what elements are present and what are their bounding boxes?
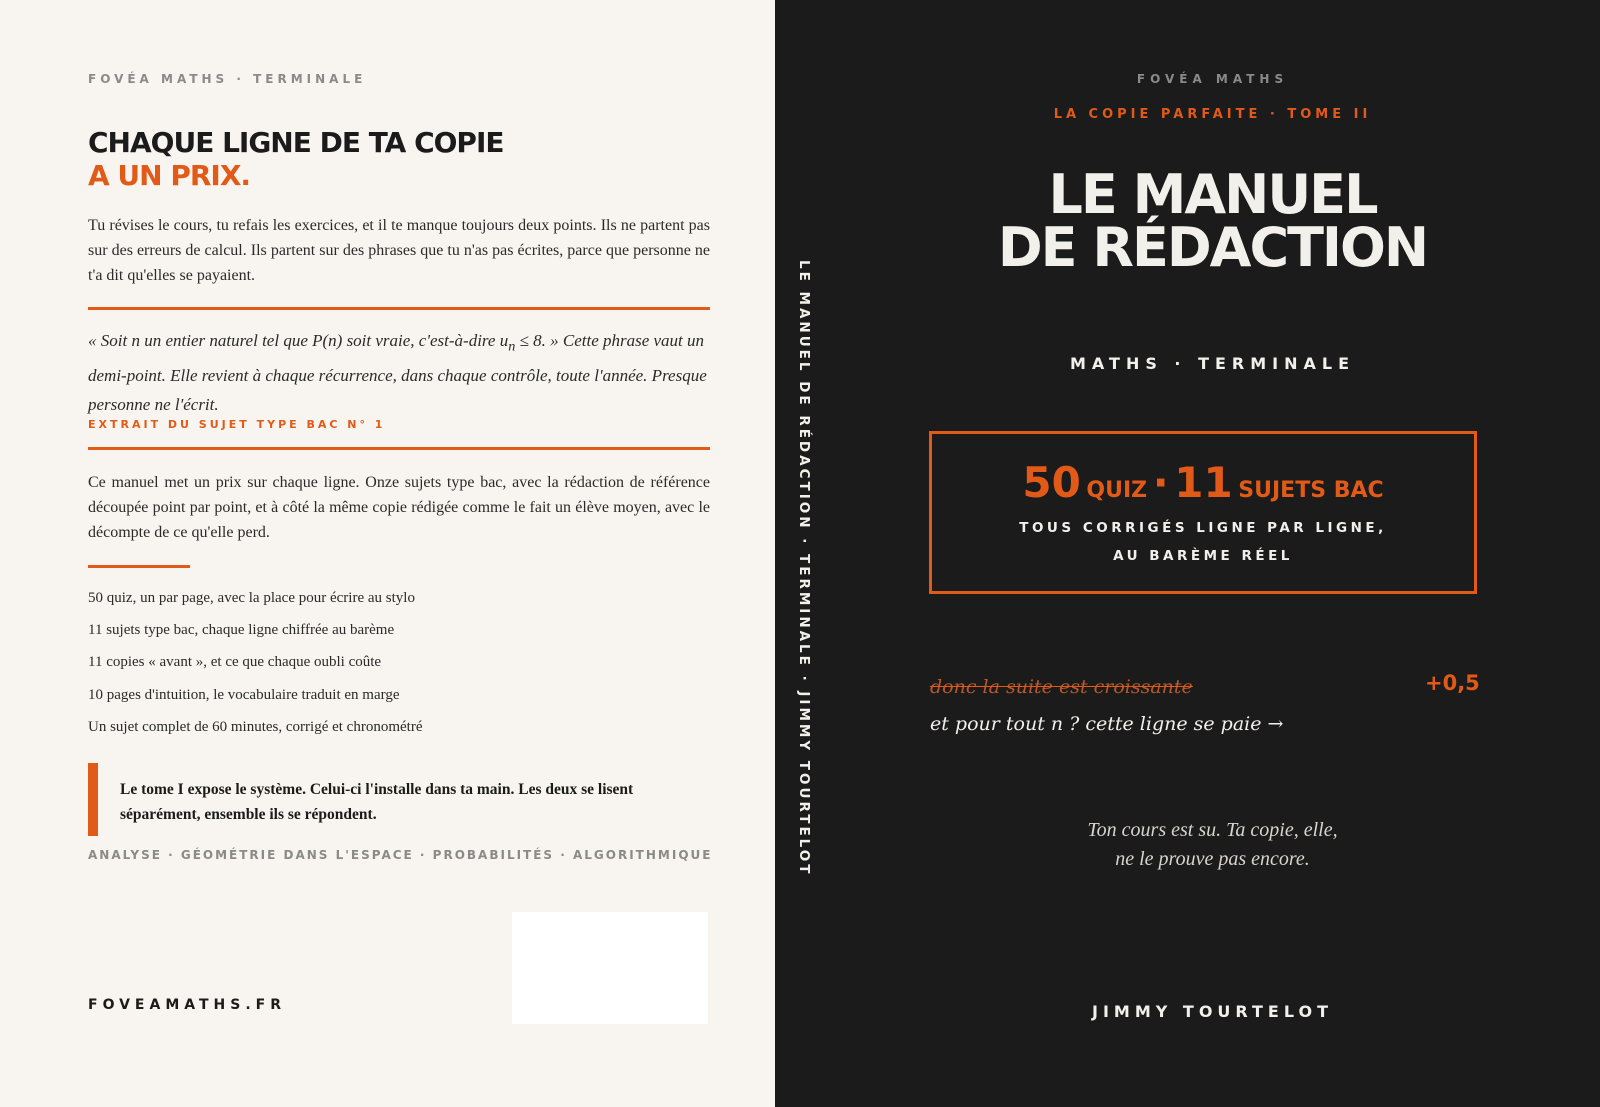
callout-bar [88,763,98,836]
back-description: Ce manuel met un prix sur chaque ligne. Onze sujets type bac, avec la rédaction de référence découpée point par point, et à côté la même copie rédigée comme le fait un élève moyen, avec le décompte de ce qu'elle perd. [88,474,710,541]
offer-separator: · [1152,458,1169,507]
feature-item: 10 pages d'intuition, le vocabulaire traduit en marge [88,687,400,703]
spine-text: LE MANUEL DE RÉDACTION · TERMINALE · JIMMY TOURTELOT [796,260,812,877]
back-headline-line2: A UN PRIX. [88,159,251,192]
quote-after: ≤ 8. » Cette phrase vaut un demi-point. Elle revient à chaque récurrence, dans chaque contrôle, toute l'année. Presque personne ne l'écrit. [88,331,707,415]
author-name: JIMMY TOURTELOT [1092,1002,1333,1021]
front-brand: FOVÉA MATHS [1136,72,1289,86]
feature-item: 50 quiz, un par page, avec la place pour écrire au stylo [88,590,415,606]
quiz-count: 50 [1022,458,1081,507]
feature-item: Un sujet complet de 60 minutes, corrigé et chronométré [88,719,423,735]
topics-line: ANALYSE · GÉOMÉTRIE DANS L'ESPACE · PROBABILITÉS · ALGORITHMIQUE [88,848,713,862]
tagline-line2: ne le prouve pas encore. [1115,848,1310,870]
score-badge: +0,5 [1425,671,1480,695]
back-quote [88,326,710,419]
offer-line2: AU BARÈME RÉEL [1113,548,1293,564]
subject-count: 11 [1174,458,1233,507]
front-title-line1: LE MANUEL [1048,163,1377,226]
back-cover [0,0,775,1107]
offer-headline [932,458,1474,507]
feature-item: 11 copies « avant », et ce que chaque oubli coûte [88,654,382,670]
front-tagline [825,816,1600,874]
callout-text: Le tome I expose le système. Celui-ci l'installe dans ta main. Les deux se lisent séparément, ensemble ils se répondent. [120,781,634,823]
feature-item: 11 sujets type bac, chaque ligne chiffrée au barème [88,622,395,638]
struck-line: donc la suite est croissante [930,676,1193,698]
barcode-area [512,912,708,1024]
quote-rule-bottom [88,447,710,450]
front-title [825,163,1600,279]
quote-subscript: n [508,338,516,355]
quote-rule-top [88,307,710,310]
back-headline-line1: CHAQUE LIGNE DE TA COPIE [88,126,504,159]
quote-source: EXTRAIT DU SUJET TYPE BAC N° 1 [88,418,386,431]
quiz-label: QUIZ [1086,478,1148,503]
subject-label: SUJETS BAC [1238,478,1384,503]
quote-before: « Soit n un entier naturel tel que P(n) soit vraie, c'est-à-dire u [88,331,509,350]
tagline-line1: Ton cours est su. Ta copie, elle, [1087,819,1338,841]
spine [775,0,825,1107]
offer-line1: TOUS CORRIGÉS LIGNE PAR LIGNE, [1019,520,1387,536]
front-subtitle: MATHS · TERMINALE [1069,354,1356,373]
handwritten-note: et pour tout n ? cette ligne se paie → [930,713,1284,735]
front-series: LA COPIE PARFAITE · TOME II [1053,107,1372,122]
website: FOVEAMATHS.FR [88,997,287,1013]
back-intro: Tu révises le cours, tu refais les exercices, et il te manque toujours deux points. Ils ne partent pas sur des erreurs de calcul. Ils partent sur des phrases que tu n'as pas écrites, parce que personne ne t'a dit qu'elles se payaient. [88,217,710,284]
offer-box [929,431,1477,594]
back-headline [88,126,504,192]
front-cover [825,0,1600,1107]
back-kicker: FOVÉA MATHS · TERMINALE [88,72,367,86]
short-rule [88,565,190,568]
front-title-line2: DE RÉDACTION [997,216,1428,279]
